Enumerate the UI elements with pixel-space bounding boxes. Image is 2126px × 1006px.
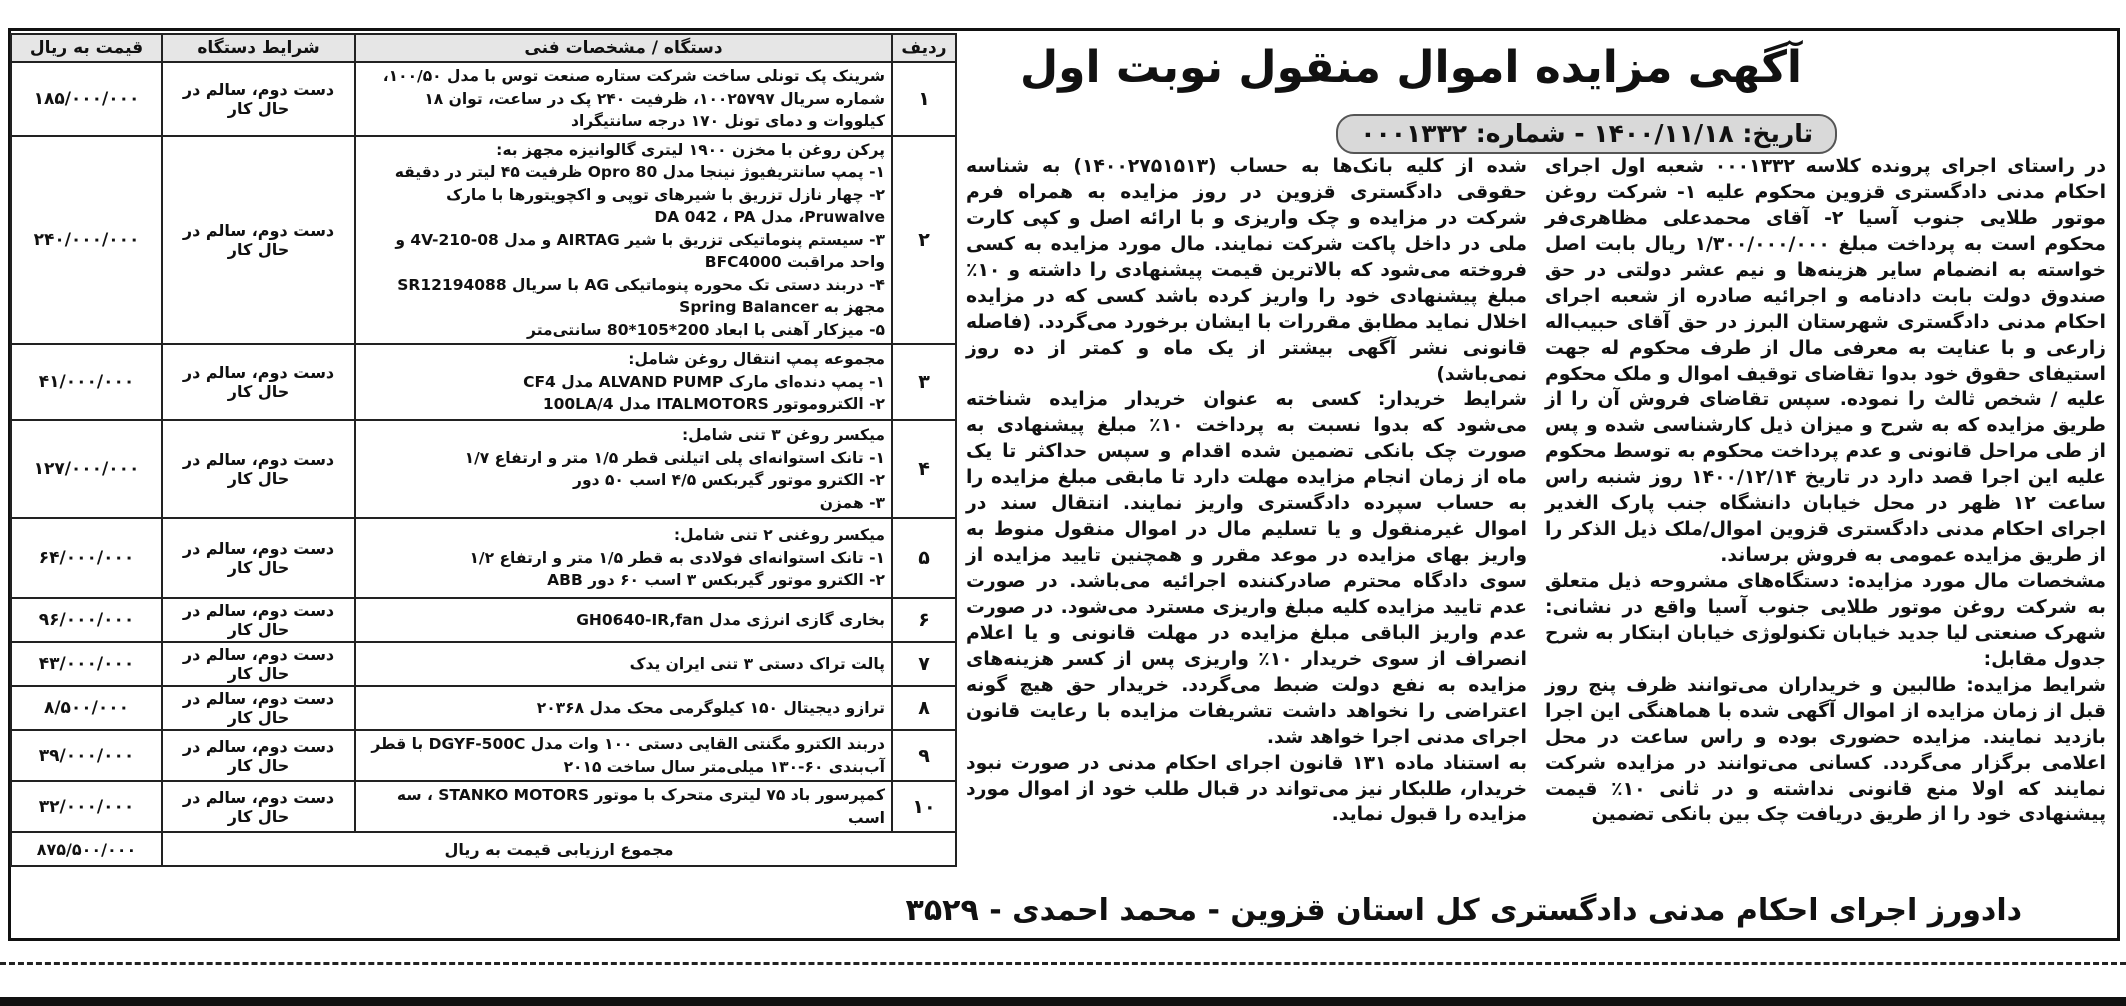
spec-line: ۱- پمپ دنده‌ای مارک ALVAND PUMP مدل CF4 bbox=[523, 372, 885, 391]
row-condition: دست دوم، سالم در حال کار bbox=[162, 598, 355, 642]
row-price: ۲۴۰/۰۰۰/۰۰۰ bbox=[11, 136, 162, 345]
table-row bbox=[11, 136, 956, 345]
table-total-row bbox=[11, 832, 956, 866]
header-condition: شرایط دستگاه bbox=[162, 34, 355, 62]
row-condition: دست دوم، سالم در حال کار bbox=[162, 642, 355, 686]
notice-paragraph: شرایط خریدار: کسی به عنوان خریدار مزایده شناخته می‌شود که بدوا نسبت به پرداخت ۱۰٪ مبلغ پیشنهادی به صورت چک بانکی تضمین شده اقدام و سپس حداکثر تا یک ماه از زمان انجام مزایده مهلت دارد تا مابقی مبلغ مزایده را به حساب سپرده دادگستری واریز نمایند. انتقال سند در اموال غیرمنقول و یا تسلیم مال در اموال منقول منوط به واریز بهای مزایده در موعد مقرر و همچنین تایید مزایده از سوی دادگاه محترم صادرکننده اجرائیه می‌باشد. در صورت عدم تایید مزایده کلیه مبلغ واریزی مسترد می‌شود. در صورت عدم واریز الباقی مبلغ مزایده در مهلت قانونی و یا اعلام انصراف از سوی خریدار ۱۰٪ واریزی پس از کسر هزینه‌های مزایده به نفع دولت ضبط می‌گردد. خریدار حق هیچ گونه اعتراضی را نخواهد داشت تشریفات مزایده با رعایت قانون اجرای مدنی اجرا خواهد شد. bbox=[966, 389, 1527, 748]
row-condition: دست دوم، سالم در حال کار bbox=[162, 420, 355, 518]
total-label: مجموع ارزیابی قیمت به ریال bbox=[162, 832, 956, 866]
equipment-table-wrap bbox=[12, 33, 957, 867]
row-condition: دست دوم، سالم در حال کار bbox=[162, 344, 355, 420]
row-price: ۱۲۷/۰۰۰/۰۰۰ bbox=[11, 420, 162, 518]
table-row bbox=[11, 344, 956, 420]
spec-line: ۱- تانک استوانه‌ای فولادی به قطر ۱/۵ متر و ارتفاع ۱/۲ bbox=[469, 548, 885, 567]
header-row-number: ردیف bbox=[892, 34, 956, 62]
spec-line: میکسر روغن ۳ تنی شامل: bbox=[681, 426, 885, 444]
row-spec bbox=[355, 598, 892, 642]
row-number: ۴ bbox=[892, 420, 956, 518]
spec-line: بخاری گازی انرژی مدل GH0640-IR,fan bbox=[576, 610, 885, 629]
notice-paragraph: به استناد ماده ۱۳۱ قانون اجرای احکام مدنی در صورت نبود خریدار، طلبکار نیز می‌تواند در قبال طلب خود از اموال مورد مزایده را قبول نماید. bbox=[966, 752, 1527, 826]
row-number: ۶ bbox=[892, 598, 956, 642]
notice-paragraph: در راستای اجرای پرونده کلاسه ۰۰۰۱۳۳۲ شعبه اول اجرای احکام مدنی دادگستری قزوین محکوم علیه ۱- شرکت روغن موتور طلایی جنوب آسیا ۲- آقای محمدعلی مظاهری‌فر محکوم است به پرداخت مبلغ ۱/۳۰۰/۰۰۰/۰۰۰ ریال بابت اصل خواسته به انضمام سایر هزینه‌ها و نیم عشر دولتی در حق صندوق دولت بابت دادنامه و اجرائیه صادره از شعبه اجرای احکام مدنی دادگستری شهرستان البرز در حق آقای حبیب‌اله زارعی و با عنایت به معرفی مال از طرف محکوم له جهت استیفای حقوق خود بدوا تقاضای توقیف اموال و ملک محکوم علیه / شخص ثالث را نموده. سپس تقاضای فروش آن را از طریق مزایده که به شرح و میزان ذیل کارشناسی شده و پس از طی مراحل قانونی و عدم پرداخت محکوم به توسط محکوم علیه این اجرا قصد دارد در تاریخ ۱۴۰۰/۱۲/۱۴ روز شنبه راس ساعت ۱۲ ظهر در محل خیابان دانشگاه جنب پارک الغدیر اجرای احکام مدنی دادگستری قزوین اموال/ملک ذیل الذکر را از طریق مزایده عمومی به فروش برساند. bbox=[1545, 156, 2107, 567]
table-row bbox=[11, 781, 956, 832]
row-price: ۱۸۵/۰۰۰/۰۰۰ bbox=[11, 62, 162, 136]
notice-column-right bbox=[1545, 154, 2106, 854]
table-row bbox=[11, 642, 956, 686]
row-price: ۳۲/۰۰۰/۰۰۰ bbox=[11, 781, 162, 832]
row-price: ۸/۵۰۰/۰۰۰ bbox=[11, 686, 162, 730]
row-condition: دست دوم، سالم در حال کار bbox=[162, 781, 355, 832]
spec-line: ۲- الکتروموتور ITALMOTORS مدل 100LA/4 bbox=[542, 395, 885, 414]
cut-line bbox=[0, 962, 2126, 965]
equipment-table bbox=[10, 33, 957, 867]
row-number: ۳ bbox=[892, 344, 956, 420]
notice-paragraph: مشخصات مال مورد مزایده: دستگاه‌های مشروحه ذیل متعلق به شرکت روغن موتور طلایی جنوب آسیا واقع در نشانی: شهرک صنعتی لیا جدید خیابان تکنولوژی خیابان ابتکار به شرح جدول مقابل: bbox=[1545, 571, 2106, 670]
spec-line: مجموعه پمپ انتقال روغن شامل: bbox=[628, 350, 885, 369]
row-number: ۵ bbox=[892, 518, 956, 598]
row-condition: دست دوم، سالم در حال کار bbox=[162, 62, 355, 136]
spec-line: ۱- پمپ سانتریفیوژ نینجا مدل Opro 80 ظرفیت ۴۵ لیتر در دقیقه bbox=[394, 163, 885, 181]
row-spec bbox=[355, 136, 892, 345]
spec-line: دربند الکترو مگنتی القایی دستی ۱۰۰ وات مدل DGYF-500C با قطر آب‌بندی ۶۰-۱۳۰ میلی‌متر سال ساخت ۲۰۱۵ bbox=[371, 735, 885, 776]
row-number: ۱۰ bbox=[892, 781, 956, 832]
row-spec bbox=[355, 344, 892, 420]
row-price: ۴۳/۰۰۰/۰۰۰ bbox=[11, 642, 162, 686]
spec-line: پالت تراک دستی ۳ تنی ایران یدک bbox=[629, 654, 885, 673]
row-condition: دست دوم، سالم در حال کار bbox=[162, 136, 355, 345]
spec-line: کمپرسور باد ۷۵ لیتری متحرک با موتور STANKO MOTORS ، سه اسب bbox=[396, 786, 885, 827]
row-spec bbox=[355, 62, 892, 136]
spec-line: ۳- سیستم پنوماتیکی تزریق با شیر AIRTAG و مدل 4V-210-08 و واحد مراقبت BFC4000 bbox=[395, 230, 885, 271]
notice-dateline: تاریخ: ۱۴۰۰/۱۱/۱۸ - شماره: ۰۰۰۱۳۳۲ bbox=[1336, 114, 1837, 154]
notice-columns bbox=[966, 154, 2106, 854]
row-condition: دست دوم، سالم در حال کار bbox=[162, 518, 355, 598]
row-spec bbox=[355, 686, 892, 730]
table-header-row bbox=[11, 34, 956, 62]
spec-line: پرکن روغن با مخزن ۱۹۰۰ لیتری گالوانیزه مجهز به: bbox=[496, 140, 885, 159]
spec-line: ۱- تانک استوانه‌ای پلی اتیلنی قطر ۱/۵ متر و ارتفاع ۱/۷ bbox=[464, 448, 885, 467]
table-row bbox=[11, 420, 956, 518]
notice-title: آگهی مزایده اموال منقول نوبت اول bbox=[1019, 42, 1802, 93]
row-number: ۱ bbox=[892, 62, 956, 136]
spec-line: شرینک پک تونلی ساخت شرکت ستاره صنعت توس با مدل ۱۰۰/۵۰، شماره سریال ۱۰۰۲۵۷۹۷، ظرفیت ۲۴۰ پک در ساعت، توان ۱۸ کیلووات و دمای تونل ۱۷۰ درجه سانتیگراد bbox=[382, 67, 885, 130]
row-price: ۴۱/۰۰۰/۰۰۰ bbox=[11, 344, 162, 420]
notice-signature: دادورز اجرای احکام مدنی دادگستری کل استان قزوین - محمد احمدی - ۳۵۲۹ bbox=[905, 893, 2022, 928]
row-spec bbox=[355, 518, 892, 598]
spec-line: ۲- چهار نازل تزریق با شیرهای توپی و اکچویتورها با مارک Pruwalve، مدل DA 042 ، PA bbox=[446, 185, 885, 226]
table-row bbox=[11, 518, 956, 598]
row-number: ۲ bbox=[892, 136, 956, 345]
row-number: ۸ bbox=[892, 686, 956, 730]
table-row bbox=[11, 598, 956, 642]
spec-line: ۴- دربند دستی تک محوره پنوماتیکی AG با سریال SR12194088 مجهز به Spring Balancer bbox=[397, 275, 885, 316]
row-spec bbox=[355, 730, 892, 781]
row-price: ۶۴/۰۰۰/۰۰۰ bbox=[11, 518, 162, 598]
row-spec bbox=[355, 642, 892, 686]
row-number: ۹ bbox=[892, 730, 956, 781]
spec-line: ترازو دیجیتال ۱۵۰ کیلوگرمی محک مدل ۲۰۳۶۸ bbox=[536, 698, 885, 717]
spec-line: ۲- الکترو موتور گیربکس ۳ اسب ۶۰ دور ABB bbox=[547, 571, 885, 590]
row-price: ۳۹/۰۰۰/۰۰۰ bbox=[11, 730, 162, 781]
row-condition: دست دوم، سالم در حال کار bbox=[162, 730, 355, 781]
table-body bbox=[11, 62, 956, 866]
notice-paragraph: شده از کلیه بانک‌ها به حساب (۱۴۰۰۲۷۵۱۵۱۳) به شناسه حقوقی دادگستری قزوین در روز مزایده به همراه فرم شرکت در مزایده و چک واریزی و با ارائه اصل و کپی کارت ملی در داخل پاکت شرکت نمایند. مال مورد مزایده به کسی فروخته می‌شود که بالاترین قیمت پیشنهادی را داشته و ۱۰٪ مبلغ پیشنهادی خود را واریز کرده باشد کسی که در مزایده اخلال نماید مطابق مقررات با ایشان برخورد می‌گردد. (فاصله قانونی نشر آگهی بیشتر از یک ماه و کمتر از ده روز نمی‌باشد) bbox=[966, 156, 1527, 385]
spec-line: ۵- میزکار آهنی با ابعاد 200*105*80 سانتی‌متر bbox=[527, 320, 885, 339]
table-row bbox=[11, 730, 956, 781]
total-price: ۸۷۵/۵۰۰/۰۰۰ bbox=[11, 832, 162, 866]
row-price: ۹۶/۰۰۰/۰۰۰ bbox=[11, 598, 162, 642]
table-row bbox=[11, 686, 956, 730]
spec-line: میکسر روغنی ۲ تنی شامل: bbox=[673, 526, 885, 545]
page-bottom-bar bbox=[0, 997, 2126, 1006]
notice-column-left bbox=[966, 154, 1527, 854]
spec-line: ۲- الکترو موتور گیربکس ۴/۵ اسب ۵۰ دور bbox=[573, 471, 885, 489]
header-spec: دستگاه / مشخصات فنی bbox=[355, 34, 892, 62]
spec-line: ۳- همزن bbox=[819, 493, 885, 512]
table-row bbox=[11, 62, 956, 136]
row-spec bbox=[355, 420, 892, 518]
row-spec bbox=[355, 781, 892, 832]
row-condition: دست دوم، سالم در حال کار bbox=[162, 686, 355, 730]
header-price: قیمت به ریال bbox=[11, 34, 162, 62]
notice-paragraph: شرایط مزایده: طالبین و خریداران می‌توانند ظرف پنج روز قبل از زمان مزایده از اموال آگهی شده با هماهنگی این اجرا بازدید نمایند. مزایده حضوری بوده و راس ساعت در محل اعلامی برگزار می‌گردد. کسانی می‌توانند در مزایده شرکت نمایند که اولا منع قانونی نداشته و در ثانی ۱۰٪ قیمت پیشنهادی خود را از طریق دریافت چک بین بانکی تضمین bbox=[1545, 674, 2106, 826]
row-number: ۷ bbox=[892, 642, 956, 686]
